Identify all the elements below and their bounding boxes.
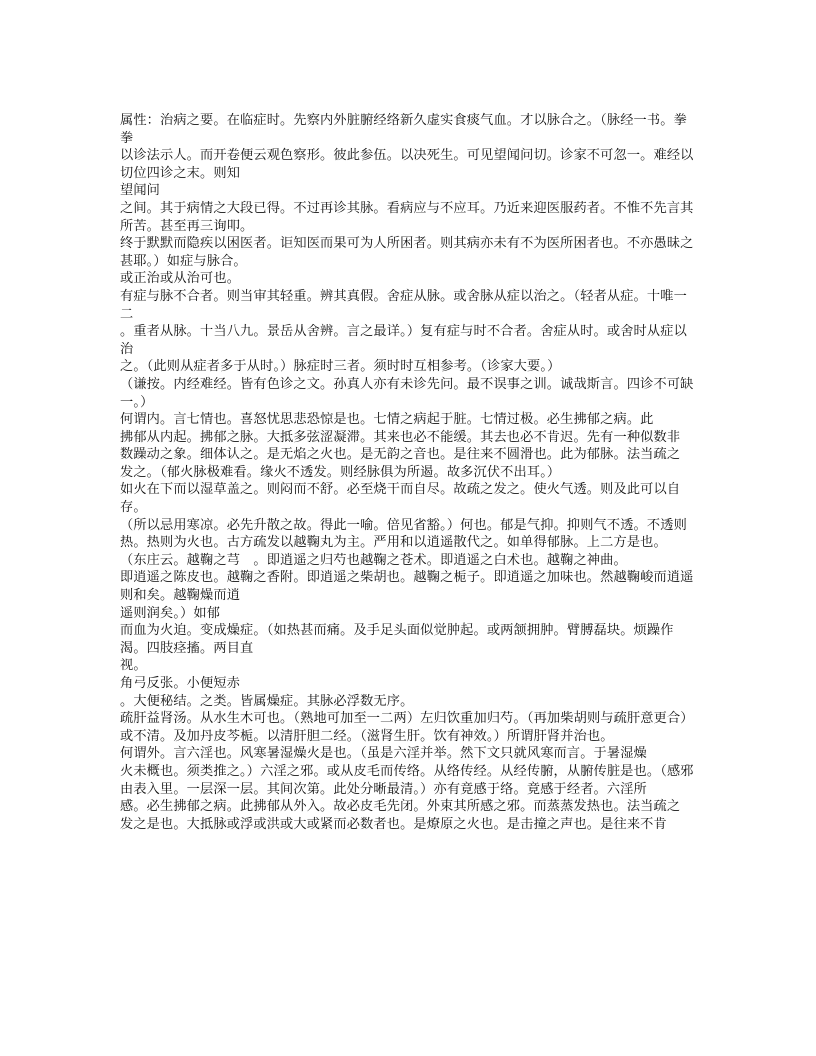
text-line: 发之是也。大抵脉或浮或洪或大或紧而必数者也。是燎原之火也。是击撞之声也。是往来不肯 bbox=[120, 816, 667, 832]
text-line: 属性：治病之要。在临症时。先察内外脏腑经络新久虚实食痰气血。才以脉合之。（脉经一书。拳拳 bbox=[120, 113, 687, 146]
text-line: 以诊法示人。而开卷便云观色察形。彼此参伍。以决死生。可见望闻问切。诊家不可忽一。难经以切位四诊之末。则知 bbox=[120, 148, 694, 181]
text-line: 何谓内。言七情也。喜怒忧思悲恐惊是也。七情之病起于脏。七情过极。必生拂郁之病。此 bbox=[120, 412, 654, 428]
text-line: （东庄云。越鞠之芎 。即逍遥之归芍也越鞠之苍术。即逍遥之白术也。越鞠之神曲。 bbox=[120, 552, 627, 568]
text-line: 火未概也。须类推之。）六淫之邪。或从皮毛而传络。从络传经。从经传腑，从腑传脏是也。（感邪由表入里。一层深一层。其间次第。此处分晰最清。）亦有竟感于络。竟感于经者。六淫所 bbox=[120, 763, 694, 797]
text-line: （所以忌用寒凉。必先升散之故。得此一喻。倍见省豁。）何也。郁是气抑。抑则气不透。不透则热。热则为火也。古方疏发以越鞠丸为主。严用和以逍遥散代之。如单得郁脉。上二方是也。 bbox=[120, 517, 687, 551]
text-line: 或正治或从治可也。 bbox=[120, 271, 241, 287]
text-line: 有症与脉不合者。则当审其轻重。辨其真假。舍症从脉。或舍脉从症以治之。（轻者从症。十唯一二 bbox=[120, 288, 687, 322]
text-line: 终于默默而隐疾以困医者。讵知医而果可为人所困者。则其病亦未有不为医所困者也。不亦愚昧之甚耶。）如症与脉合。 bbox=[120, 236, 694, 269]
text-line: 发之。（郁火脉极难看。缘火不透发。则经脉俱为所遏。故多沉伏不出耳。） bbox=[120, 464, 561, 480]
text-line: 。重者从脉。十当八九。景岳从舍辨。言之最详。）复有症与时不合者。舍症从时。或舍时从症以治 bbox=[120, 324, 687, 357]
body-text bbox=[120, 112, 698, 833]
text-line: 拂郁从内起。拂郁之脉。大抵多弦涩凝滞。其来也必不能缓。其去也必不肯迟。先有一种似数非 bbox=[120, 429, 681, 445]
text-line: 即逍遥之陈皮也。越鞠之香附。即逍遥之柴胡也。越鞠之栀子。即逍遥之加味也。然越鞠峻而逍遥则和矣。越鞠燥而逍 bbox=[120, 570, 694, 604]
text-line: 数躁动之象。细体认之。是无焰之火也。是无韵之音也。是往来不圆滑也。此为郁脉。法当疏之 bbox=[120, 447, 681, 463]
text-line: （谦按。内经难经。皆有色诊之文。孙真人亦有未诊先问。最不误事之训。诚哉斯言。四诊不可缺一。） bbox=[120, 376, 694, 410]
text-line: 之间。其于病情之大段已得。不过再诊其脉。看病应与不应耳。乃近来迎医服药者。不惟不先言其所苦。甚至再三询叩。 bbox=[120, 200, 694, 234]
text-line: 角弓反张。小便短赤 bbox=[120, 676, 241, 691]
text-line: 遥则润矣。）如郁 bbox=[120, 605, 221, 621]
text-line: 何谓外。言六淫也。风寒暑湿燥火是也。（虽是六淫并举。然下文只就风寒而言。于暑湿燥 bbox=[120, 746, 647, 762]
text-line: 感。必生拂郁之病。此拂郁从外入。故必皮毛先闭。外束其所感之邪。而蒸蒸发热也。法当疏之 bbox=[120, 799, 681, 815]
text-line: 而血为火迫。变成燥症。（如热甚而痛。及手足头面似觉肿起。或两颔拥肿。臂膊磊块。烦躁作渴。四肢痉搐。两目直 bbox=[120, 623, 674, 656]
text-line: 疏肝益肾汤。从水生木可也。（熟地可加至一二两）左归饮重加归芍。（再加柴胡则与疏肝意更合） bbox=[120, 711, 694, 727]
text-line: 视。 bbox=[120, 658, 147, 674]
text-line: 。大便秘结。之类。皆属燥症。其脉必浮数无序。 bbox=[120, 693, 414, 709]
text-line: 望闻问 bbox=[120, 183, 161, 199]
text-line: 或不清。及加丹皮芩栀。以清肝胆二经。（滋肾生肝。饮有神效。）所谓肝肾并治也。 bbox=[120, 728, 614, 744]
text-line: 之。（此则从症者多于从时。）脉症时三者。须时时互相参考。（诊家大要。） bbox=[120, 359, 561, 375]
text-line: 如火在下而以湿草盖之。则闷而不舒。必至烧干而自尽。故疏之发之。使火气透。则及此可以自存。 bbox=[120, 482, 681, 516]
